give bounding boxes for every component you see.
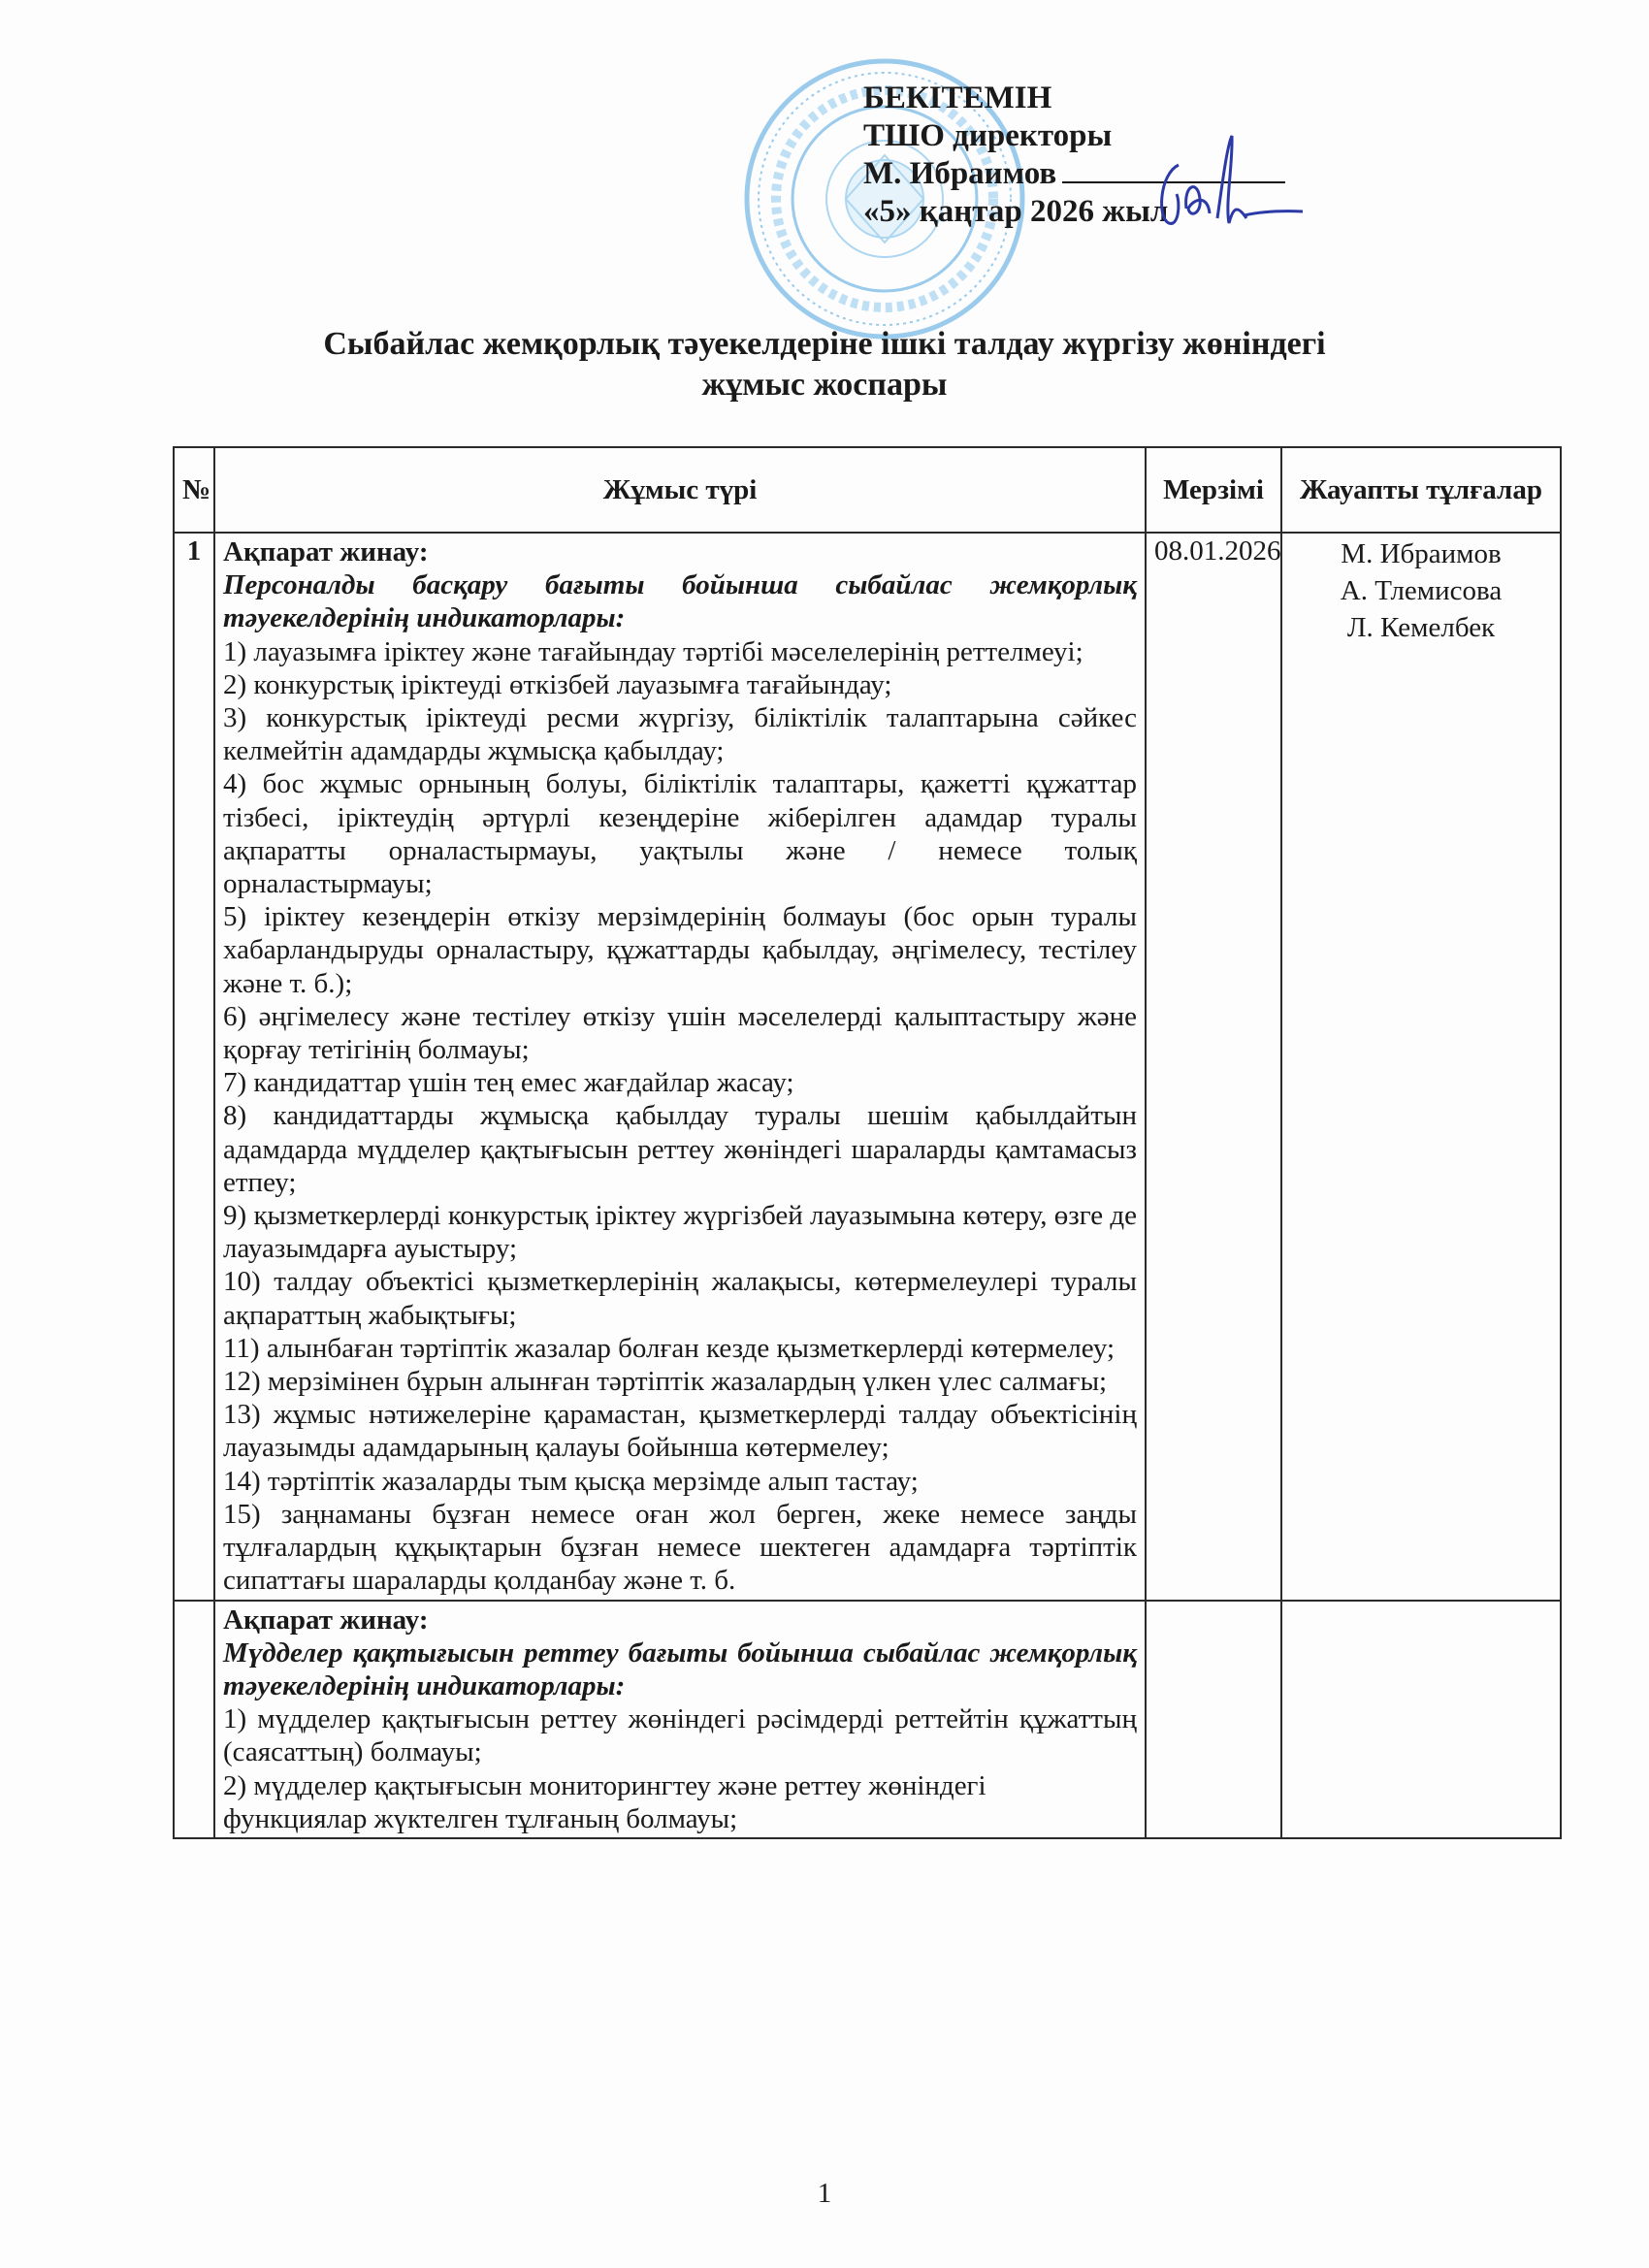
- header-number: №: [174, 447, 214, 533]
- indicator-item: 1) лауазымға іріктеу және тағайындау тәртібі мәселелерінің реттелмеуі;: [223, 635, 1083, 667]
- indicator-item: 3) конкурстық іріктеуді ресми жүргізу, біліктілік талаптарына сәйкес келмейтін адамдарды жұмысқа қабылдау;: [223, 702, 1137, 767]
- document-title-line-1: Сыбайлас жемқорлық тәуекелдеріне ішкі талдау жүргізу жөніндегі: [323, 326, 1326, 362]
- responsible-person: А. Тлемисова: [1340, 575, 1503, 606]
- header-work-type: Жұмыс түрі: [214, 447, 1146, 533]
- indicator-item: 10) талдау объектісі қызметкерлерінің жалақысы, көтермелеулері туралы ақпараттың жабықтығы;: [223, 1266, 1137, 1331]
- indicator-item: 2) конкурстық іріктеуді өткізбей лауазымға тағайындау;: [223, 668, 892, 700]
- document-title-line-2: жұмыс жоспары: [701, 367, 948, 403]
- responsible-person: Л. Кемелбек: [1346, 612, 1496, 643]
- work-type-cell: [214, 533, 1146, 1601]
- indicator-item: 11) алынбаған тәртіптік жазалар болған кезде қызметкерлерді көтермелеу;: [223, 1332, 1116, 1364]
- document-title: [0, 324, 1649, 405]
- table-header-row: [174, 447, 1561, 533]
- page-number: 1: [817, 2178, 832, 2209]
- deadline-cell: [1146, 1601, 1281, 1838]
- responsible-person: М. Ибраимов: [1341, 538, 1502, 569]
- indicator-item: 6) әңгімелесу және тестілеу өткізу үшін мәселелерді қалыптастыру және қорғау тетігінің болмауы;: [223, 1000, 1137, 1066]
- approval-heading: БЕКІТЕМІН: [863, 81, 1052, 115]
- handwritten-signature-icon: [1140, 126, 1305, 243]
- table-row: [174, 1601, 1561, 1838]
- indicator-item: 5) іріктеу кезеңдерін өткізу мерзімдерінің болмауы (бос орын туралы хабарландыруды орналастыру, құжаттарды қабылдау, әңгімелесу, тестілеу және т. б.);: [223, 901, 1137, 999]
- responsible-cell: [1281, 1601, 1561, 1838]
- table-row: [174, 533, 1561, 1601]
- indicator-item: 7) кандидаттар үшін тең емес жағдайлар жасау;: [223, 1067, 794, 1099]
- indicator-item: 12) мерзімінен бұрын алынған тәртіптік жазалардың үлкен үлес салмағы;: [223, 1366, 1108, 1398]
- deadline-cell: 08.01.2026: [1146, 533, 1281, 1601]
- work-plan-table: [173, 446, 1562, 1839]
- indicator-item: 2) мүдделер қақтығысын мониторингтеу және реттеу жөніндегі функциялар жүктелген тұлғаның болмауы;: [223, 1769, 986, 1834]
- header-deadline: Мерзімі: [1146, 447, 1281, 533]
- approval-date: «5» қаңтар 2026 жыл: [863, 194, 1169, 229]
- indicator-item: 13) жұмыс нәтижелеріне қарамастан, қызметкерлерді талдау объектісінің лауазымды адамдарының қалауы бойынша көтермелеу;: [223, 1399, 1137, 1464]
- header-responsible: Жауапты тұлғалар: [1281, 447, 1561, 533]
- work-type-cell: [214, 1601, 1146, 1838]
- work-heading: Ақпарат жинау:: [223, 1604, 429, 1636]
- work-heading: Ақпарат жинау:: [223, 536, 429, 567]
- approver-name: М. Ибраимов: [863, 156, 1057, 191]
- row-number: [174, 1601, 214, 1838]
- indicator-item: 15) заңнаманы бұзған немесе оған жол берген, жеке немесе заңды тұлғалардың құқықтарын бұзған немесе шектеген адамдарға тәртіптік сипаттағы шараларды қолданбау және т. б.: [223, 1498, 1137, 1597]
- indicator-item: 1) мүдделер қақтығысын реттеу жөніндегі рәсімдерді реттейтін құжаттың (саясаттың) болмауы;: [223, 1703, 1137, 1768]
- indicator-item: 9) қызметкерлерді конкурстық іріктеу жүргізбей лауазымына көтеру, өзге де лауазымдарға ауыстыру;: [223, 1200, 1137, 1265]
- work-subheading: Персоналды басқару бағыты бойынша сыбайлас жемқорлық тәуекелдерінің индикаторлары:: [223, 569, 1137, 634]
- indicator-item: 14) тәртіптік жазаларды тым қысқа мерзімде алып тастау;: [223, 1465, 919, 1497]
- indicator-item: 8) кандидаттарды жұмысқа қабылдау туралы шешім қабылдайтын адамдарда мүдделер қақтығысын реттеу жөніндегі шараларды қамтамасыз етпеу;: [223, 1100, 1137, 1198]
- indicator-item: 4) бос жұмыс орнының болуы, біліктілік талаптары, қажетті құжаттар тізбесі, іріктеудің әртүрлі кезеңдеріне жіберілген адамдар туралы ақпаратты орналастырмауы, уақтылы және / немесе толық орналастырмауы;: [223, 768, 1137, 900]
- responsible-cell: [1281, 533, 1561, 1601]
- work-subheading: Мүдделер қақтығысын реттеу бағыты бойынша сыбайлас жемқорлық тәуекелдерінің индикаторлары:: [223, 1636, 1137, 1701]
- row-number: 1: [174, 533, 214, 1601]
- approver-position: ТШО директоры: [863, 118, 1113, 153]
